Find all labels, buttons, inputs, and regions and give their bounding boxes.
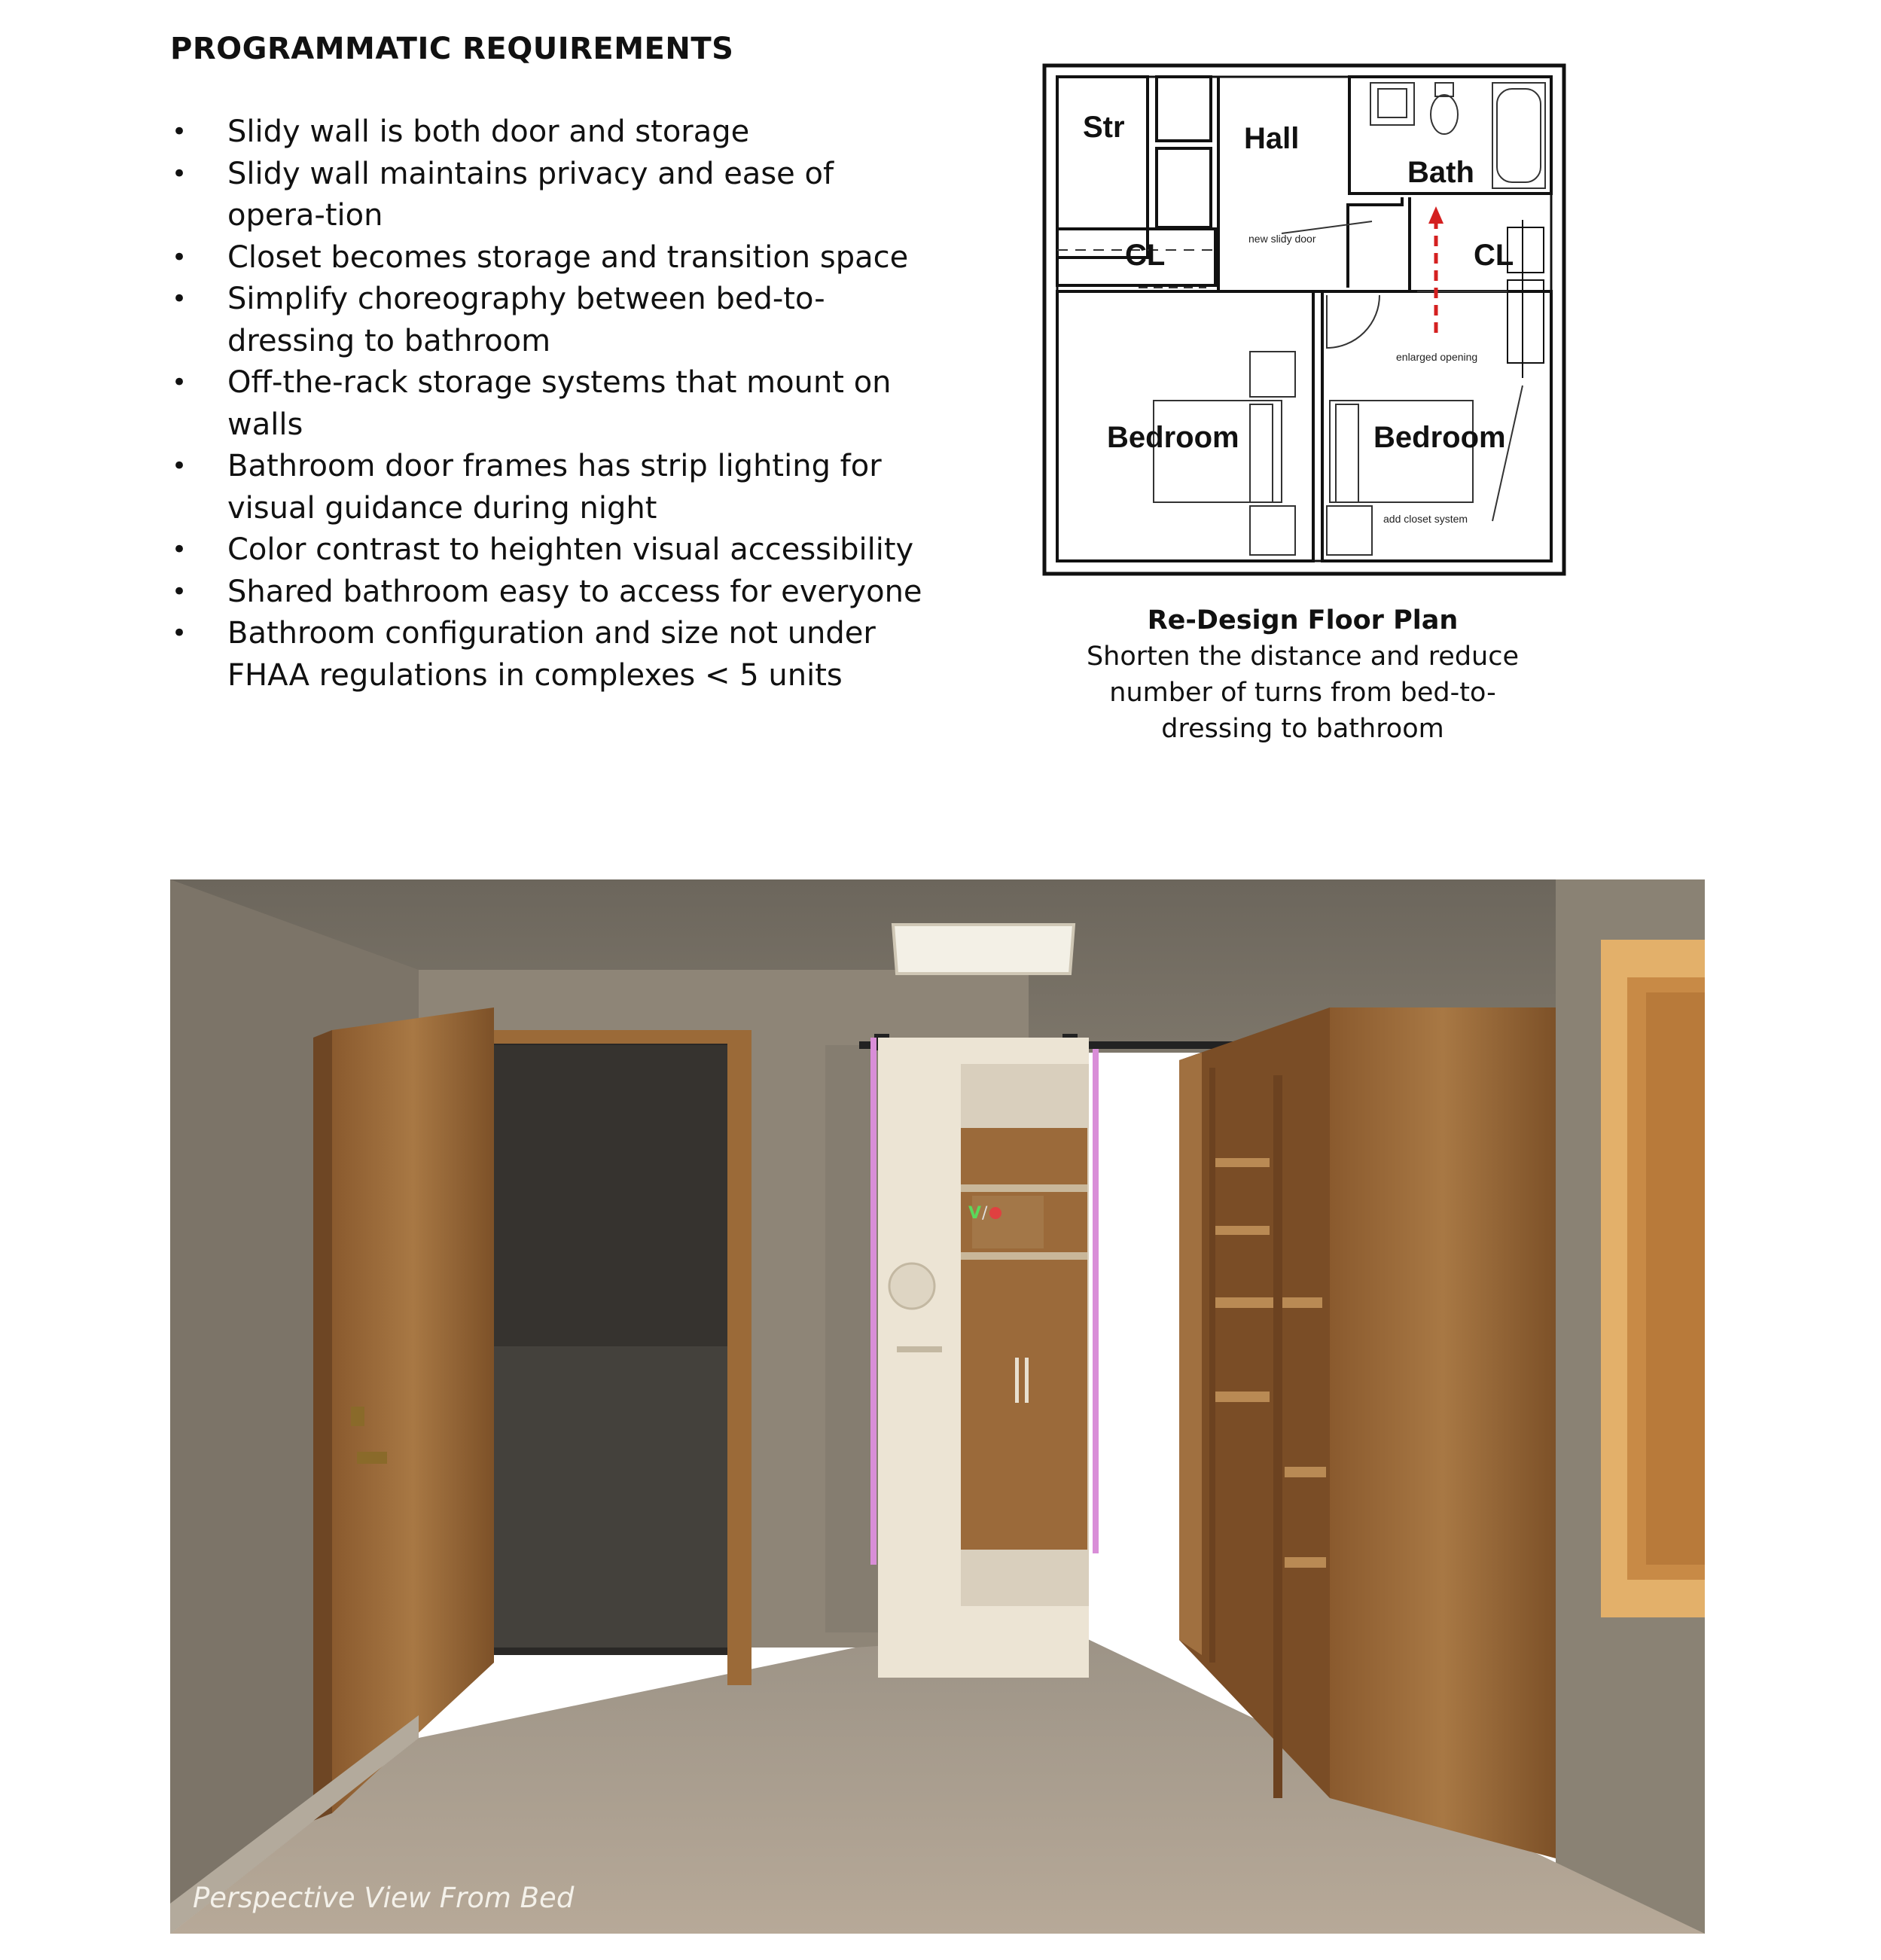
requirements-title: PROGRAMMATIC REQUIREMENTS [170, 32, 734, 66]
requirement-item: • Shared bathroom easy to access for everyone [170, 572, 923, 614]
room-label-bedroom-left: Bedroom [1107, 421, 1239, 454]
room-label-bedroom-right: Bedroom [1373, 421, 1506, 454]
floor-plan-caption [1077, 602, 1529, 747]
floor-plan-caption-title: Re-Design Floor Plan [1147, 605, 1459, 636]
room-label-hall: Hall [1244, 122, 1300, 155]
room-label-storage: Str [1083, 111, 1125, 144]
svg-text:/: / [982, 1204, 988, 1223]
note-slidy-door: new slidy door [1248, 233, 1316, 245]
floor-plan-caption-text: Shorten the distance and reduce number of turns from bed-to-dressing to bathroom [1086, 642, 1520, 744]
requirement-item: • Bathroom door frames has strip lighting for visual guidance during night [170, 446, 923, 529]
requirement-item: • Color contrast to heighten visual accessibility [170, 529, 923, 572]
room-label-closet-left: CL [1125, 239, 1166, 272]
perspective-rendering [170, 879, 1705, 1934]
room-label-bath: Bath [1407, 156, 1474, 189]
requirements-list [170, 111, 923, 697]
svg-text:V: V [968, 1204, 982, 1223]
requirement-item: • Slidy wall maintains privacy and ease of opera-tion [170, 154, 923, 237]
room-label-closet-right: CL [1474, 239, 1514, 272]
floor-plan [1041, 62, 1568, 581]
note-closet-system: add closet system [1383, 513, 1468, 525]
requirement-item: • Closet becomes storage and transition space [170, 237, 923, 279]
perspective-label: Perspective View From Bed [193, 1882, 575, 1914]
note-enlarged-opening: enlarged opening [1396, 351, 1478, 363]
requirement-item: • Off-the-rack storage systems that mount on walls [170, 362, 923, 446]
requirement-item: • Simplify choreography between bed-to-dressing to bathroom [170, 279, 923, 362]
requirement-item: • Bathroom configuration and size not under FHAA regulations in complexes < 5 units [170, 613, 923, 697]
requirement-item: • Slidy wall is both door and storage [170, 111, 923, 154]
